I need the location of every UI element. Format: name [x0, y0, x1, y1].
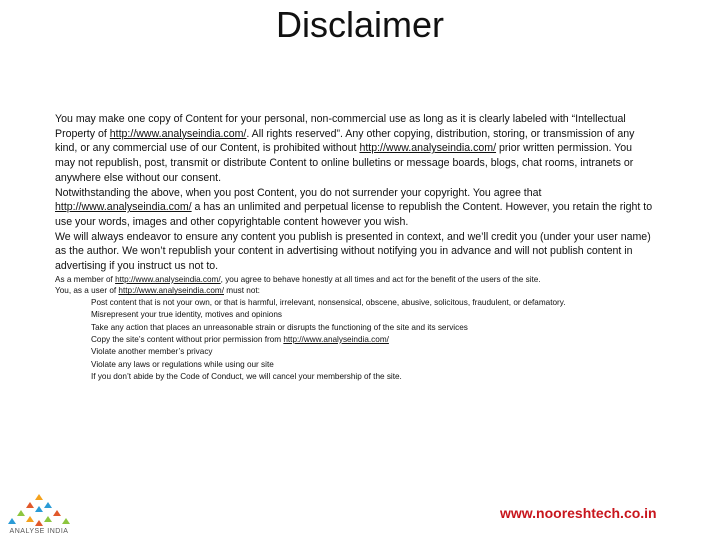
text-segment: , you agree to behave honestly at all times and act for the benefit of the users of the site. [220, 274, 541, 284]
paragraph-copy-policy [55, 112, 655, 186]
logo-text: ANALYSE INDIA [9, 528, 69, 535]
rule-item [91, 334, 655, 346]
rule-item: Take any action that places an unreasonable strain or disrupts the functioning of the site and its services [91, 322, 468, 332]
rule-item: If you don’t abide by the Code of Conduct, we will cancel your membership of the site. [91, 372, 402, 382]
analyseindia-link[interactable]: http://www.analyseindia.com/ [359, 142, 497, 155]
rule-item: Post content that is not your own, or that is harmful, irrelevant, nonsensical, obscene, abusive, solicitous, fraudulent, or defamatory. [91, 297, 566, 307]
paragraph-user-rules [55, 285, 655, 297]
rule-item: Violate another member’s privacy [91, 347, 213, 357]
text-segment: a has an unlimited and perpetual license to republish the Content. However, you retain the right to use your words, images and other copyrightable content however you wish. [55, 201, 653, 228]
analyseindia-logo [4, 490, 74, 538]
paragraph-member [55, 274, 655, 286]
text-segment: prior written permission. You may not republish, post, transmit or distribute Content to online bulletins or message boards, blogs, chat rooms, intranets or anywhere else without our consent. [55, 142, 634, 184]
analyseindia-link[interactable]: http://www.analyseindia.com/ [109, 127, 247, 140]
analyseindia-link[interactable]: http://www.analyseindia.com/ [283, 334, 389, 344]
paragraph-copyright [55, 186, 655, 230]
rule-item: Misrepresent your true identity, motives and opinions [91, 310, 282, 320]
text-segment: . All rights reserved”. Any other copying, distribution, storing, or transmission of any kind, or any commercial use of our Content, is prohibited without [55, 127, 635, 155]
rule-item: Violate any laws or regulations while using our site [91, 359, 274, 369]
analyseindia-link[interactable]: http://www.analyseindia.com/ [55, 201, 192, 214]
analyseindia-link[interactable]: http://www.analyseindia.com/ [115, 274, 221, 284]
logo-mark-icon [4, 490, 74, 530]
disclaimer-body [55, 112, 655, 384]
text-segment: As a member of [55, 274, 116, 284]
paragraph-context: We will always endeavor to ensure any content you publish is presented in context, and we’ll credit you (under your user name) as the author. We won’t republish your content in advertising without notifying you in advance and will not publish content in advertising if you instruct us not to. [55, 230, 651, 273]
page-title: Disclaimer [275, 4, 444, 45]
text-segment: must not: [224, 286, 260, 296]
text-segment: You, as a user of [55, 286, 119, 296]
rules-list [55, 297, 655, 384]
analyseindia-link[interactable]: http://www.analyseindia.com/ [118, 286, 224, 296]
text-segment: Copy the site’s content without prior permission from [91, 334, 284, 344]
footer-url[interactable]: www.nooreshtech.co.in [500, 505, 657, 521]
text-segment: You may make one copy of Content for your personal, non-commercial use as long as it is clearly labeled with “Intellectual Property of [55, 113, 626, 140]
text-segment: Notwithstanding the above, when you post Content, you do not surrender your copyright. You agree that [55, 186, 542, 199]
